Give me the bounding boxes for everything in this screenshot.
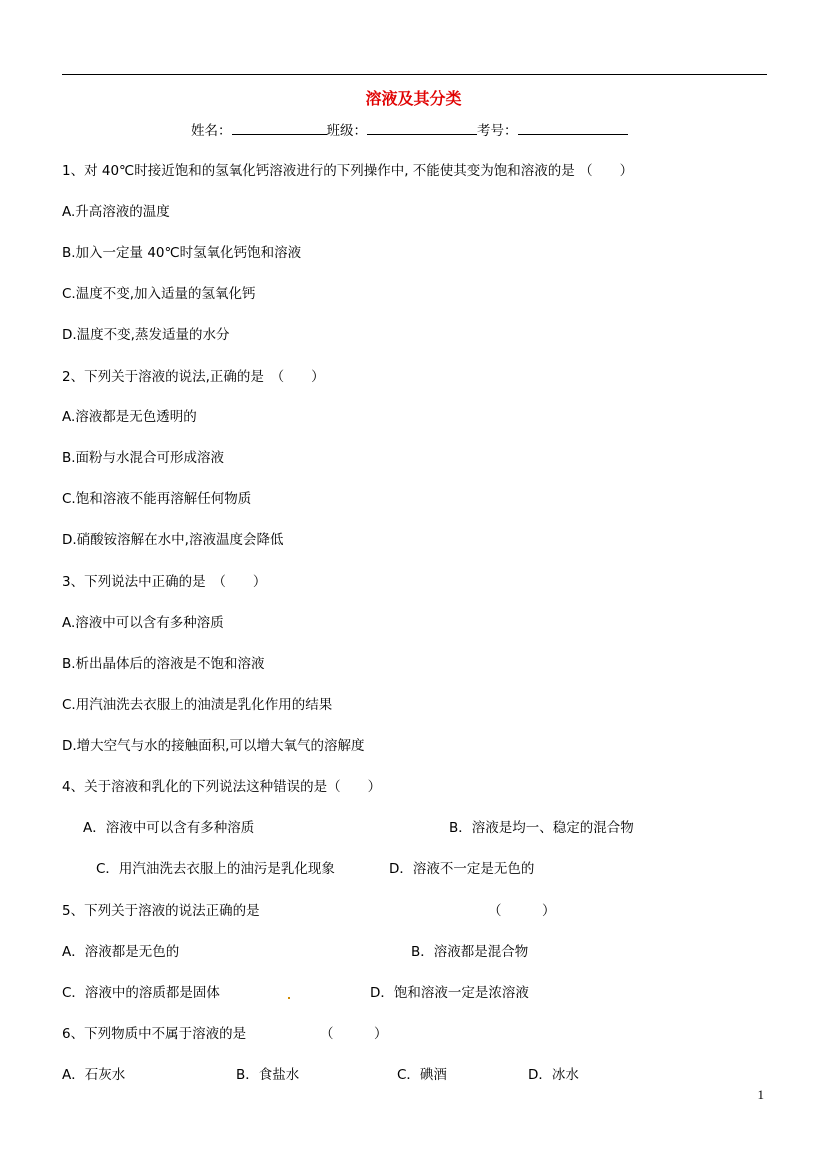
stray-mark (288, 997, 290, 999)
q5-option-b: B．溶液都是混合物 (411, 944, 529, 960)
q1-option-d: D.温度不变,蒸发适量的水分 (62, 327, 230, 343)
q4-option-d: D．溶液不一定是无色的 (389, 861, 535, 877)
id-label: 考号： (477, 123, 518, 139)
id-blank (518, 120, 628, 135)
q3-option-a: A.溶液中可以含有多种溶质 (62, 615, 224, 631)
q1-option-b: B.加入一定量 40℃时氢氧化钙饱和溶液 (62, 245, 302, 261)
student-info-row (191, 120, 628, 140)
q3-stem: 3、下列说法中正确的是 （ ） (62, 574, 267, 590)
q6-option-a: A．石灰水 (62, 1067, 126, 1083)
q3-option-d: D.增大空气与水的接触面积,可以增大氧气的溶解度 (62, 738, 365, 754)
q4-stem: 4、关于溶液和乳化的下列说法这种错误的是（ ） (62, 779, 382, 795)
name-blank (232, 120, 327, 135)
q5-option-d: D．饱和溶液一定是浓溶液 (370, 985, 529, 1001)
q6-stem: 6、下列物质中不属于溶液的是 (62, 1026, 247, 1042)
q5-option-a: A．溶液都是无色的 (62, 944, 180, 960)
q4-option-c: C．用汽油洗去衣服上的油污是乳化现象 (96, 861, 335, 877)
q2-option-d: D.硝酸铵溶解在水中,溶液温度会降低 (62, 532, 284, 548)
document-title: 溶液及其分类 (365, 89, 462, 108)
name-label: 姓名： (191, 123, 232, 139)
q5-stem: 5、下列关于溶液的说法正确的是 (62, 903, 260, 919)
q3-option-b: B.析出晶体后的溶液是不饱和溶液 (62, 656, 265, 672)
q2-option-a: A.溶液都是无色透明的 (62, 409, 197, 425)
q5-option-c: C．溶液中的溶质都是固体 (62, 985, 220, 1001)
q1-option-a: A.升高溶液的温度 (62, 204, 170, 220)
q1-option-c: C.温度不变,加入适量的氢氧化钙 (62, 286, 256, 302)
q6-option-b: B．食盐水 (236, 1067, 300, 1083)
q1-stem: 1、对 40℃时接近饱和的氢氧化钙溶液进行的下列操作中, 不能使其变为饱和溶液的是 （ ） (62, 163, 634, 179)
q2-option-b: B.面粉与水混合可形成溶液 (62, 450, 225, 466)
q6-answer-paren: （ ） (320, 1026, 388, 1042)
page-number: 1 (757, 1087, 764, 1102)
q6-option-c: C．碘酒 (397, 1067, 447, 1083)
class-blank (367, 120, 477, 135)
q2-option-c: C.饱和溶液不能再溶解任何物质 (62, 491, 252, 507)
q2-stem: 2、下列关于溶液的说法,正确的是 （ ） (62, 369, 325, 385)
q3-option-c: C.用汽油洗去衣服上的油渍是乳化作用的结果 (62, 697, 333, 713)
class-label: 班级： (326, 123, 367, 139)
q5-answer-paren: （ ） (488, 903, 556, 919)
q4-option-a: A．溶液中可以含有多种溶质 (83, 820, 255, 836)
header-rule (62, 74, 767, 75)
q4-option-b: B．溶液是均一、稳定的混合物 (449, 820, 634, 836)
q6-option-d: D．冰水 (528, 1067, 579, 1083)
